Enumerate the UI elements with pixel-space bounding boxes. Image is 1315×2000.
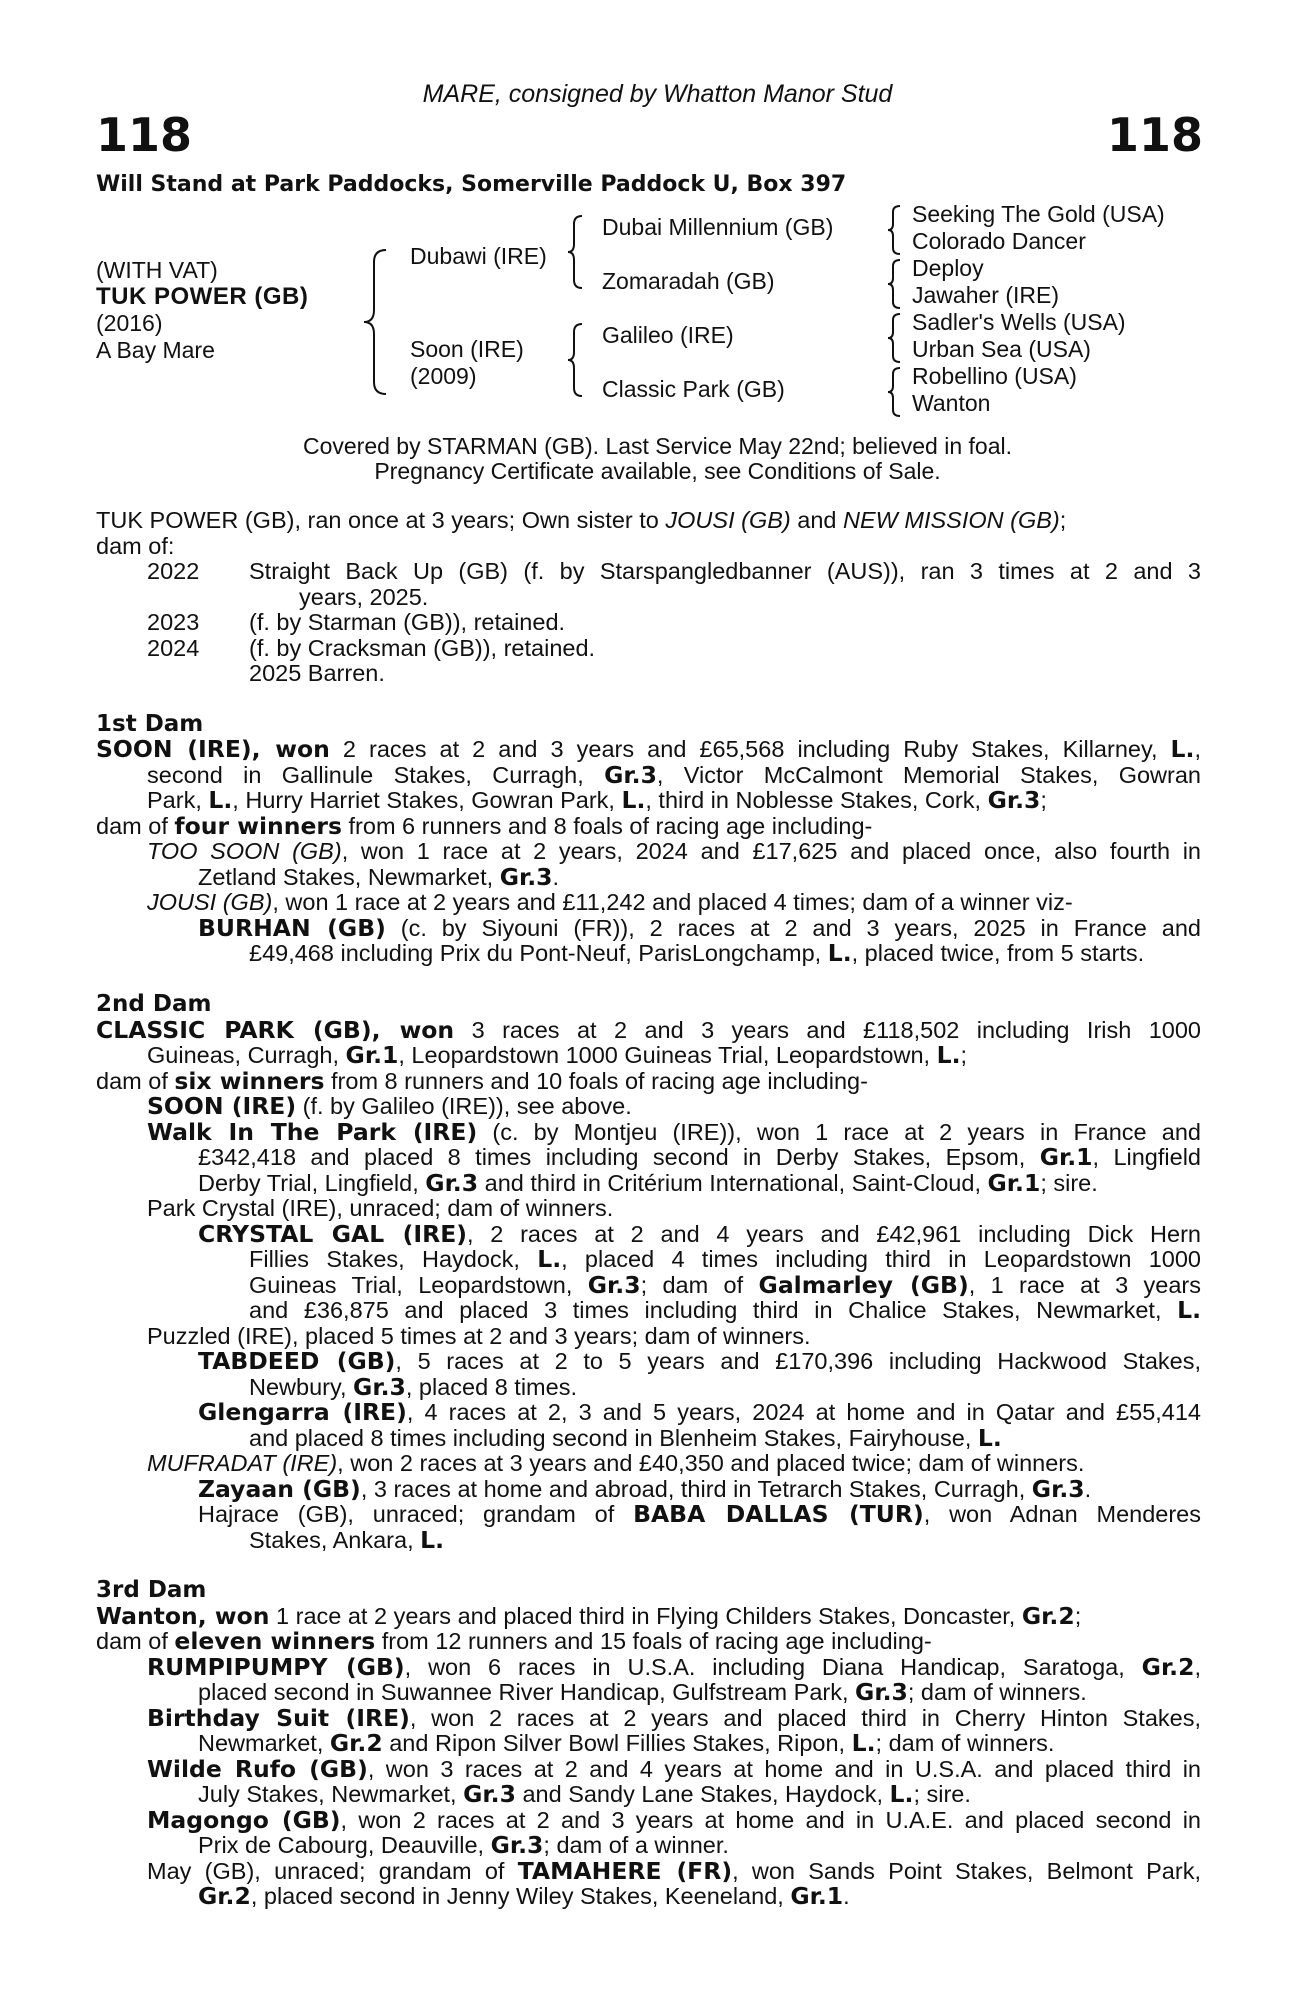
progeny-line: BURHAN (GB) (c. by Siyouni (FR)), 2 races at 2 and 3 years, 2025 in France and bbox=[198, 914, 1201, 942]
section-heading: 3rd Dam bbox=[96, 1577, 207, 1603]
progeny-line: July Stakes, Newmarket, Gr.3 and Sandy Lane Stakes, Haydock, L.; sire. bbox=[198, 1780, 971, 1808]
produce-text: Straight Back Up (GB) (f. by Starspangledbanner (AUS)), ran 3 times at 2 and 3 bbox=[249, 558, 1201, 584]
horse-name: TUK POWER (GB) bbox=[96, 283, 309, 310]
progeny-line: TABDEED (GB), 5 races at 2 to 5 years and £170,396 including Hackwood Stakes, bbox=[198, 1347, 1201, 1375]
covered-line: Covered by STARMAN (GB). Last Service May 22nd; believed in foal. bbox=[302, 433, 1013, 459]
horse-description: A Bay Mare bbox=[96, 337, 215, 363]
brace-g2 bbox=[886, 258, 904, 310]
g-sire-2: Deploy bbox=[912, 255, 984, 281]
progeny-line: SOON (IRE) (f. by Galileo (IRE)), see above. bbox=[147, 1092, 632, 1120]
progeny-line: Park Crystal (IRE), unraced; dam of winners. bbox=[147, 1195, 614, 1221]
vat-note: (WITH VAT) bbox=[96, 257, 218, 283]
progeny-line: Walk In The Park (IRE) (c. by Montjeu (IRE)), won 1 race at 2 years in France and bbox=[147, 1118, 1201, 1146]
dam-dam: Classic Park (GB) bbox=[602, 376, 785, 402]
consignment-line: MARE, consigned by Whatton Manor Stud bbox=[422, 80, 893, 108]
progeny-line: Newmarket, Gr.2 and Ripon Silver Bowl Fillies Stakes, Ripon, L.; dam of winners. bbox=[198, 1729, 1055, 1757]
produce-text: (f. by Cracksman (GB)), retained. bbox=[249, 635, 596, 661]
produce-text: (f. by Starman (GB)), retained. bbox=[249, 609, 566, 635]
dam-line: dam of four winners from 6 runners and 8 foals of racing age including- bbox=[96, 812, 873, 840]
stand-location: Will Stand at Park Paddocks, Somerville Paddock U, Box 397 bbox=[96, 172, 847, 197]
progeny-line: Zayaan (GB), 3 races at home and abroad, third in Tetrarch Stakes, Curragh, Gr.3. bbox=[198, 1475, 1092, 1503]
progeny-line: MUFRADAT (IRE), won 2 races at 3 years and £40,350 and placed twice; dam of winners. bbox=[147, 1450, 1085, 1476]
progeny-line: Guineas Trial, Leopardstown, Gr.3; dam of Galmarley (GB), 1 race at 3 years bbox=[249, 1271, 1202, 1299]
g-dam-3: Urban Sea (USA) bbox=[912, 336, 1091, 362]
dam-line: dam of six winners from 8 runners and 10 foals of racing age including- bbox=[96, 1067, 868, 1095]
brace-g4 bbox=[886, 366, 904, 418]
sire-dam: Zomaradah (GB) bbox=[602, 268, 775, 294]
dam-sire: Galileo (IRE) bbox=[602, 322, 734, 348]
lot-number-left: 118 bbox=[96, 108, 193, 162]
section-heading: 1st Dam bbox=[96, 711, 204, 737]
dam-line: Park, L., Hurry Harriet Stakes, Gowran Park, L., third in Noblesse Stakes, Cork, Gr.3; bbox=[147, 786, 1047, 814]
g-dam-2: Jawaher (IRE) bbox=[912, 282, 1059, 308]
progeny-line: Wilde Rufo (GB), won 3 races at 2 and 4 years at home and in U.S.A. and placed third in bbox=[147, 1755, 1201, 1783]
progeny-line: RUMPIPUMPY (GB), won 6 races in U.S.A. including Diana Handicap, Saratoga, Gr.2, bbox=[147, 1653, 1201, 1681]
progeny-line: JOUSI (GB), won 1 race at 2 years and £11,242 and placed 4 times; dam of a winner viz- bbox=[147, 889, 1073, 915]
progeny-line: Prix de Cabourg, Deauville, Gr.3; dam of a winner. bbox=[198, 1831, 729, 1859]
progeny-line: May (GB), unraced; grandam of TAMAHERE (FR), won Sands Point Stakes, Belmont Park, bbox=[147, 1857, 1201, 1885]
horse-year: (2016) bbox=[96, 310, 163, 336]
dam-of-label: dam of: bbox=[96, 533, 175, 559]
produce-year: 2022 bbox=[147, 558, 200, 584]
g-dam-4: Wanton bbox=[912, 390, 991, 416]
dam-line: Guineas, Curragh, Gr.1, Leopardstown 1000 Guineas Trial, Leopardstown, L.; bbox=[147, 1041, 968, 1069]
progeny-line: and placed 8 times including second in Blenheim Stakes, Fairyhouse, L. bbox=[249, 1424, 1002, 1452]
dam-line: dam of eleven winners from 12 runners and 15 foals of racing age including- bbox=[96, 1627, 932, 1655]
brace-g3 bbox=[886, 312, 904, 364]
progeny-line: Fillies Stakes, Haydock, L., placed 4 times including third in Leopardstown 1000 bbox=[249, 1245, 1201, 1273]
section-heading: 2nd Dam bbox=[96, 991, 212, 1017]
progeny-line: £49,468 including Prix du Pont-Neuf, ParisLongchamp, L., placed twice, from 5 starts. bbox=[249, 939, 1145, 967]
progeny-line: Puzzled (IRE), placed 5 times at 2 and 3 years; dam of winners. bbox=[147, 1323, 811, 1349]
progeny-line: TOO SOON (GB), won 1 race at 2 years, 2024 and £17,625 and placed once, also fourth in bbox=[147, 838, 1201, 864]
dam-line: Wanton, won 1 race at 2 years and placed third in Flying Childers Stakes, Doncaster, Gr.2; bbox=[96, 1602, 1082, 1630]
progeny-line: and £36,875 and placed 3 times including third in Chalice Stakes, Newmarket, L. bbox=[249, 1296, 1201, 1324]
produce-year: 2023 bbox=[147, 609, 200, 635]
progeny-line: Stakes, Ankara, L. bbox=[249, 1526, 445, 1554]
lot-number-right: 118 bbox=[1106, 108, 1203, 162]
sire-name: Dubawi (IRE) bbox=[410, 243, 547, 269]
progeny-line: placed second in Suwannee River Handicap, Gulfstream Park, Gr.3; dam of winners. bbox=[198, 1678, 1087, 1706]
progeny-line: Glengarra (IRE), 4 races at 2, 3 and 5 years, 2024 at home and in Qatar and £55,414 bbox=[198, 1398, 1202, 1426]
g-dam-1: Colorado Dancer bbox=[912, 228, 1086, 254]
g-sire-3: Sadler's Wells (USA) bbox=[912, 309, 1126, 335]
produce-text: years, 2025. bbox=[299, 584, 429, 610]
progeny-line: Hajrace (GB), unraced; grandam of BABA DALLAS (TUR), won Adnan Menderes bbox=[198, 1500, 1201, 1528]
sire-sire: Dubai Millennium (GB) bbox=[602, 214, 834, 240]
dam-line: CLASSIC PARK (GB), won 3 races at 2 and 3 years and £118,502 including Irish 1000 bbox=[96, 1016, 1202, 1044]
produce-text: 2025 Barren. bbox=[249, 660, 385, 686]
g-sire-1: Seeking The Gold (USA) bbox=[912, 201, 1165, 227]
produce-year: 2024 bbox=[147, 635, 200, 661]
dam-year: (2009) bbox=[410, 363, 477, 389]
progeny-line: CRYSTAL GAL (IRE), 2 races at 2 and 4 years and £42,961 including Dick Hern bbox=[198, 1220, 1201, 1248]
brace-main bbox=[362, 248, 392, 396]
dam-line: second in Gallinule Stakes, Curragh, Gr.3, Victor McCalmont Memorial Stakes, Gowran bbox=[147, 761, 1201, 789]
progeny-line: Zetland Stakes, Newmarket, Gr.3. bbox=[198, 863, 560, 891]
intro-line: TUK POWER (GB), ran once at 3 years; Own sister to JOUSI (GB) and NEW MISSION (GB); bbox=[96, 507, 1067, 533]
progeny-line: Gr.2, placed second in Jenny Wiley Stakes, Keeneland, Gr.1. bbox=[198, 1882, 850, 1910]
progeny-line: Magongo (GB), won 2 races at 2 and 3 years at home and in U.A.E. and placed second in bbox=[147, 1806, 1201, 1834]
brace-dam bbox=[566, 322, 586, 398]
progeny-line: £342,418 and placed 8 times including second in Derby Stakes, Epsom, Gr.1, Lingfield bbox=[198, 1143, 1201, 1171]
dam-name: Soon (IRE) bbox=[410, 336, 524, 362]
brace-sire bbox=[566, 214, 586, 290]
brace-g1 bbox=[886, 204, 904, 256]
pregnancy-line: Pregnancy Certificate available, see Conditions of Sale. bbox=[374, 458, 941, 484]
g-sire-4: Robellino (USA) bbox=[912, 363, 1077, 389]
dam-line: SOON (IRE), won 2 races at 2 and 3 years and £65,568 including Ruby Stakes, Killarney, L., bbox=[96, 735, 1201, 763]
progeny-line: Birthday Suit (IRE), won 2 races at 2 years and placed third in Cherry Hinton Stakes, bbox=[147, 1704, 1201, 1732]
progeny-line: Newbury, Gr.3, placed 8 times. bbox=[249, 1373, 577, 1401]
progeny-line: Derby Trial, Lingfield, Gr.3 and third in Critérium International, Saint-Cloud, Gr.1; sire. bbox=[198, 1169, 1098, 1197]
